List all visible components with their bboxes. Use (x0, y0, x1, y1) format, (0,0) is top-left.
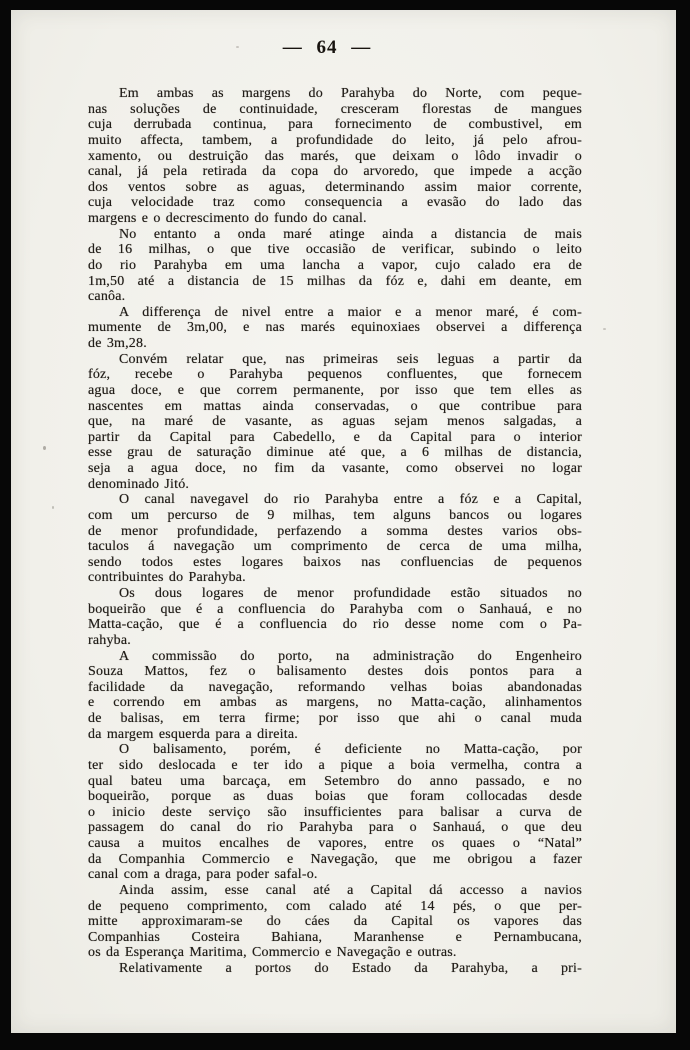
text-line: 1m,50 até a distancia de 15 milhas da fóz e, dahi em deante, em (88, 273, 582, 289)
paragraph (88, 883, 582, 961)
text-line: mitte approximaram-se do cáes da Capital os vapores das (88, 914, 582, 930)
text-line: da Companhia Commercio e Navegação, que me obrigou a fazer (88, 851, 582, 867)
text-line: A commissão do porto, na administração do Engenheiro (119, 648, 582, 664)
paragraph (88, 227, 582, 305)
text-line: de 16 milhas, o que tive occasião de verificar, subindo o leito (88, 242, 582, 258)
text-line: O balisamento, porém, é deficiente no Matta-cação, por (119, 742, 582, 758)
text-line: O canal navegavel do rio Parahyba entre a fóz e a Capital, (119, 492, 582, 508)
text-line: boqueirão que é a confluencia do Parahyba com o Sanhauá, e no (88, 601, 582, 617)
text-line: Ainda assim, esse canal até a Capital dá accesso a navios (119, 882, 582, 898)
text-line: seja a agua doce, no fim da vasante, como observei no logar (88, 461, 582, 476)
paragraph (88, 586, 582, 649)
text-line: mumente de 3m,00, e nas marés equinoxiaes observei a differença (88, 320, 582, 336)
text-line: nascentes em mattas ainda conservadas, o que contribue para (88, 398, 582, 414)
text-line: Os dous logares de menor profundidade estão situados no (119, 586, 582, 601)
text-line: Matta-cação, que é a confluencia do rio desse nome com o Pa- (88, 617, 582, 633)
text-line: canal, já pela retirada da copa do arvoredo, que impede a acção (88, 164, 582, 180)
text-line: agua doce, e que correm permanente, por isso que tem elles as (88, 382, 582, 398)
text-line: do rio Parahyba em uma lancha a vapor, cujo calado era de (88, 257, 582, 273)
text-line: esse grau de saturação diminue até que, a 6 milhas de distancia, (88, 445, 582, 461)
text-line: denominado Jitó. (88, 476, 190, 492)
paragraph (88, 742, 582, 883)
paragraph (88, 649, 582, 743)
text-line: boqueirão, porque as duas boias que foram collocadas desde (88, 789, 582, 805)
text-line: Convém relatar que, nas primeiras seis leguas a partir da (119, 351, 582, 367)
paragraph (88, 86, 582, 227)
text-line: canal com a draga, para poder safal-o. (88, 867, 318, 883)
text-line: passagem do canal do rio Parahyba para o Sanhauá, o que deu (88, 820, 582, 836)
text-line: No entanto a onda maré atinge ainda a distancia de mais (119, 226, 582, 242)
text-line: canôa. (88, 289, 126, 305)
text-line: cuja velocidade traz como consequencia a evasão do lado das (88, 195, 582, 211)
text-line: nas soluções de continuidade, cresceram florestas de mangues (88, 101, 582, 117)
text-line: Relativamente a portos do Estado da Parahyba, a pri- (119, 961, 582, 976)
text-line: muito affecta, tambem, a profundidade do leito, já pelo afrou- (88, 132, 582, 148)
text-line: causa a muitos encalhes de vapores, entre os quaes o “Natal” (88, 836, 582, 851)
text-line: os da Esperança Maritima, Commercio e Navegação e outras. (88, 945, 457, 961)
text-line: partir da Capital para Cabedello, e da Capital para o interior (88, 429, 582, 445)
scan-speck (52, 506, 54, 509)
paragraph (88, 961, 582, 977)
text-line: rahyba. (88, 632, 131, 648)
text-line: de balisas, em terra firme; por isso que ahi o canal muda (88, 711, 582, 726)
text-line: contribuintes do Parahyba. (88, 570, 246, 586)
paragraph (88, 305, 582, 352)
scan-speck (167, 118, 169, 120)
paragraph (88, 492, 582, 586)
text-line: o inicio deste serviço são insufficientes para balisar a curva de (88, 804, 582, 820)
text-line: com um percurso de 9 milhas, tem alguns bancos ou logares (88, 507, 582, 523)
text-line: taculos á navegação um comprimento de cerca de uma milha, (88, 539, 582, 555)
text-line: margens e o decrescimento do fundo do canal. (88, 211, 367, 226)
text-line: Companhias Costeira Bahiana, Maranhense e Pernambucana, (88, 929, 582, 945)
text-line: facilidade da navegação, reformando velhas boias abandonadas (88, 679, 582, 695)
text-line: dos ventos sobre as aguas, determinando assim maior corrente, (88, 179, 582, 195)
scan-speck (43, 446, 46, 450)
text-line: fóz, recebe o Parahyba pequenos confluentes, que fornecem (88, 367, 582, 383)
page-number: — 64 — (282, 37, 372, 58)
text-line: Em ambas as margens do Parahyba do Norte, com peque- (119, 86, 582, 101)
text-line: que, na maré de vasante, as aguas sejam menos salgadas, a (88, 414, 582, 430)
text-line: de 3m,28. (88, 336, 147, 351)
text-line: xamento, ou destruição das marés, que deixam o lôdo invadir o (88, 148, 582, 164)
text-line: cuja derrubada continua, para fornecimento de combustivel, em (88, 117, 582, 133)
page-body-text (88, 86, 582, 977)
text-line: ter sido deslocada e ter ido a pique a boia vermelha, contra a (88, 757, 582, 773)
text-line: A differença de nivel entre a maior e a menor maré, é com- (119, 304, 582, 320)
paragraph (88, 352, 582, 493)
scan-speck (603, 328, 606, 330)
text-line: da margem esquerda para a direita. (88, 726, 298, 742)
text-line: Souza Mattos, fez o balisamento destes dois pontos para a (88, 664, 582, 680)
scanned-page (11, 10, 676, 1033)
text-line: e correndo em ambas as margens, no Matta-cação, alinhamentos (88, 695, 582, 711)
text-line: qual bateu uma barcaça, em Setembro do anno passado, e no (88, 773, 582, 789)
text-line: sendo todos estes logares baixos nas confluencias de pequenos (88, 554, 582, 570)
scan-speck (236, 46, 239, 48)
text-line: de pequeno comprimento, com calado até 14 pés, o que per- (88, 898, 582, 914)
text-line: de menor profundidade, perfazendo a somma destes varios obs- (88, 523, 582, 539)
